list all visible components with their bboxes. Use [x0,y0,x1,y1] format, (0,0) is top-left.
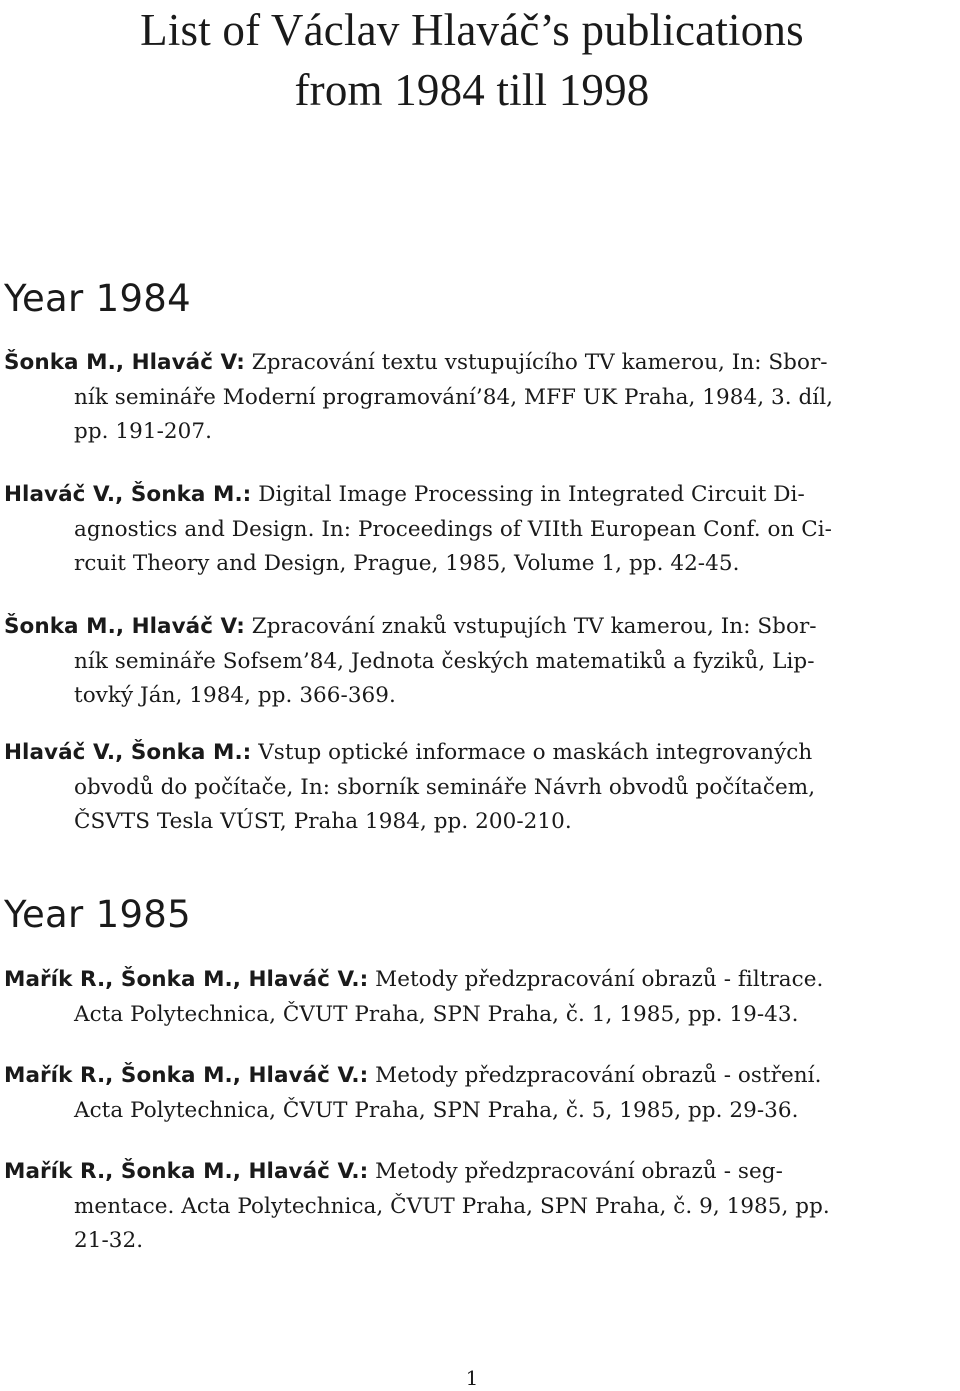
entry-text: Zpracování textu vstupujícího TV kamerou, In: Sbor- [244,350,828,375]
entry-text: Metody předzpracování obrazů - seg- [368,1159,783,1184]
entry-line [4,478,954,513]
entry-line: obvodů do počítače, In: sborník semináře Návrh obvodů počítačem, [74,774,816,800]
entry-line: ník semináře Moderní programování’84, MFF UK Praha, 1984, 3. díl, [74,384,834,410]
entry-line: mentace. Acta Polytechnica, ČVUT Praha, SPN Praha, č. 9, 1985, pp. [74,1193,830,1219]
year-heading-1984: Year 1984 [4,277,191,320]
publication-entry [4,346,954,450]
entry-line: tovký Ján, 1984, pp. 366-369. [74,683,396,708]
entry-authors: Šonka M., Hlaváč V: [4,614,245,639]
entry-authors: Šonka M., Hlaváč V: [4,350,245,375]
entry-line: ČSVTS Tesla VÚST, Praha 1984, pp. 200-210. [74,809,572,834]
publication-entry [4,610,954,714]
entry-authors: Mařík R., Šonka M., Hlaváč V.: [4,967,369,992]
entry-line: ník semináře Sofsem’84, Jednota českých matematiků a fyziků, Lip- [74,648,815,674]
entry-line [4,1059,954,1094]
year-heading-1985: Year 1985 [4,893,191,936]
entry-text: Digital Image Processing in Integrated Circuit Di- [251,482,805,507]
entry-text: Metody předzpracování obrazů - ostření. [368,1063,822,1088]
page-number: 1 [465,1366,479,1390]
entry-line [4,736,954,771]
document-title [0,0,944,120]
title-line-1: List of Václav Hlaváč’s publications [140,5,804,55]
publication-entry [4,1059,954,1128]
entry-line [4,963,954,998]
entry-text: Zpracování znaků vstupujích TV kamerou, In: Sbor- [244,614,817,639]
entry-line: pp. 191-207. [74,419,212,444]
entry-line: Acta Polytechnica, ČVUT Praha, SPN Praha, č. 5, 1985, pp. 29-36. [74,1097,799,1123]
publication-entry [4,1155,954,1259]
entry-line [4,346,954,381]
entry-authors: Hlaváč V., Šonka M.: [4,740,252,765]
entry-line: Acta Polytechnica, ČVUT Praha, SPN Praha, č. 1, 1985, pp. 19-43. [74,1001,799,1027]
entry-line: agnostics and Design. In: Proceedings of VIIth European Conf. on Ci- [74,516,832,542]
publication-entry [4,478,954,582]
entry-text: Metody předzpracování obrazů - filtrace. [368,967,824,992]
publication-entry [4,963,954,1032]
entry-line: rcuit Theory and Design, Prague, 1985, Volume 1, pp. 42-45. [74,551,740,576]
entry-authors: Mařík R., Šonka M., Hlaváč V.: [4,1063,369,1088]
entry-line: 21-32. [74,1228,144,1253]
entry-text: Vstup optické informace o maskách integrovaných [251,740,813,765]
entry-line [4,610,954,645]
entry-authors: Mařík R., Šonka M., Hlaváč V.: [4,1159,369,1184]
entry-line [4,1155,954,1190]
publication-entry [4,736,954,840]
entry-authors: Hlaváč V., Šonka M.: [4,482,252,507]
title-line-2: from 1984 till 1998 [294,65,650,115]
